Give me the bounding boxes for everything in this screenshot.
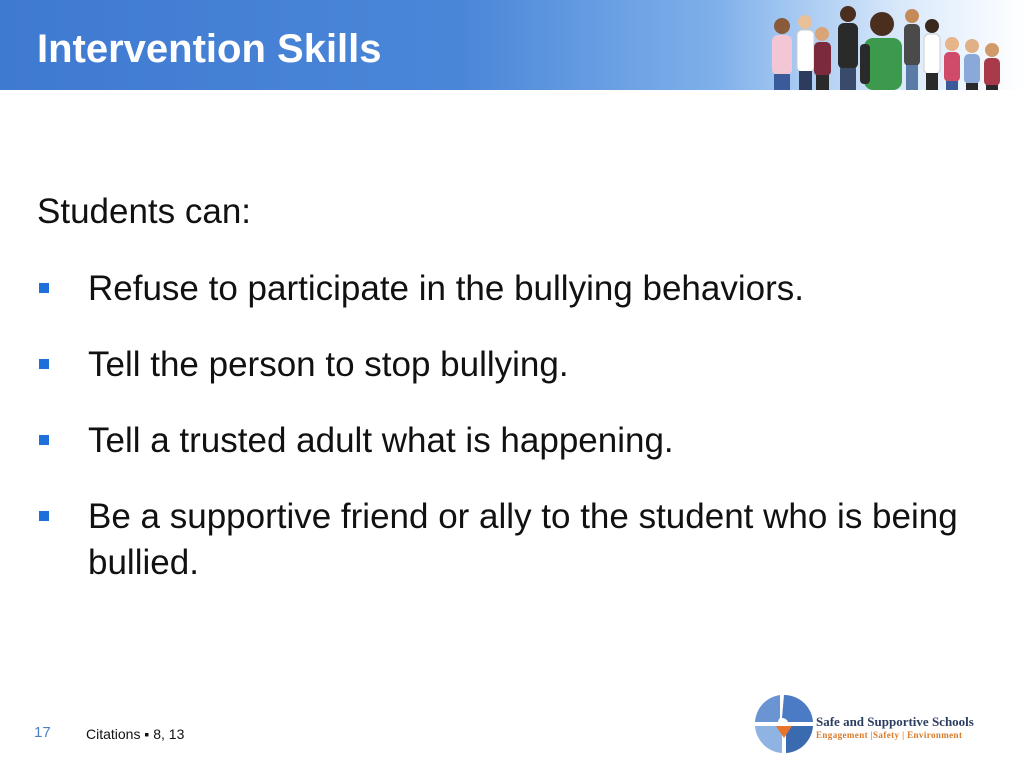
bullet-item (37, 418, 987, 464)
logo-name: Safe and Supportive Schools (816, 714, 974, 729)
student-figure-10 (984, 43, 1000, 90)
bullet-item (37, 494, 987, 586)
square-bullet-icon (39, 283, 49, 293)
square-bullet-icon (39, 435, 49, 445)
student-figure-2 (797, 15, 814, 90)
student-figure-9 (964, 39, 980, 90)
bullet-item (37, 342, 987, 388)
slide-title: Intervention Skills (37, 27, 382, 71)
bullet-text: Tell the person to stop bullying. (88, 345, 569, 384)
student-figure-1 (772, 18, 792, 90)
globe-logo-icon (752, 692, 816, 756)
bullet-item (37, 266, 987, 312)
safe-supportive-schools-logo (752, 692, 992, 758)
bullet-text: Tell a trusted adult what is happening. (88, 421, 674, 460)
students-photo (760, 4, 1010, 90)
square-bullet-icon (39, 511, 49, 521)
student-figure-7 (924, 19, 940, 90)
student-figure-4 (838, 6, 858, 90)
bullet-text: Refuse to participate in the bullying behaviors. (88, 269, 804, 308)
logo-tagline: Engagement |Safety | Environment (816, 730, 963, 740)
student-figure-6 (904, 9, 920, 90)
student-figure-5 (860, 12, 902, 90)
square-bullet-icon (39, 359, 49, 369)
citations: Citations ▪ 8, 13 (86, 726, 185, 742)
header-band (0, 0, 1024, 90)
student-figure-3 (814, 27, 831, 90)
bullet-text: Be a supportive friend or ally to the student who is being bullied. (88, 497, 958, 582)
page-number: 17 (34, 724, 51, 741)
bullet-list (37, 266, 987, 616)
student-figure-8 (944, 37, 960, 90)
intro-text: Students can: (37, 192, 252, 231)
